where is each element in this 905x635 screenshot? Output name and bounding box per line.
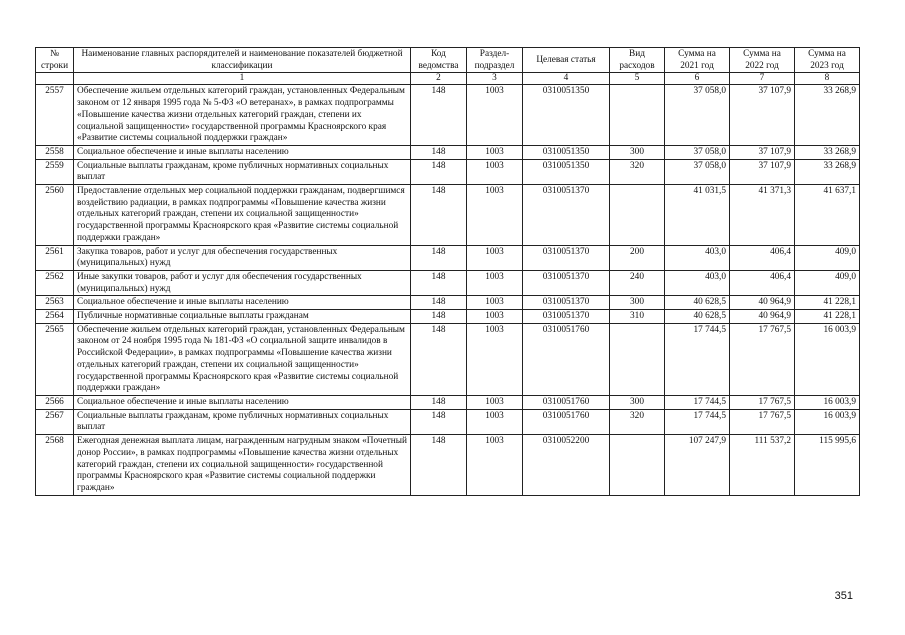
row-exp-type [610, 323, 665, 395]
column-number: 1 [74, 73, 411, 85]
row-section: 1003 [467, 409, 523, 434]
row-sum-2022: 17 767,5 [730, 395, 795, 409]
column-number: 6 [665, 73, 730, 85]
row-exp-type: 240 [610, 270, 665, 295]
table-row [36, 395, 860, 409]
row-dept-code: 148 [411, 85, 467, 146]
header-num: № строки [36, 48, 74, 73]
row-section: 1003 [467, 145, 523, 159]
column-number: 3 [467, 73, 523, 85]
row-number: 2560 [36, 185, 74, 246]
row-sum-2021: 40 628,5 [665, 296, 730, 310]
row-number: 2557 [36, 85, 74, 146]
row-dept-code: 148 [411, 245, 467, 270]
row-target: 0310051760 [523, 323, 610, 395]
row-target: 0310051350 [523, 145, 610, 159]
row-sum-2023: 409,0 [795, 245, 860, 270]
row-number: 2568 [36, 435, 74, 496]
row-section: 1003 [467, 270, 523, 295]
row-sum-2021: 17 744,5 [665, 323, 730, 395]
row-number: 2565 [36, 323, 74, 395]
row-sum-2022: 40 964,9 [730, 296, 795, 310]
table-row [36, 85, 860, 146]
row-name: Публичные нормативные социальные выплаты гражданам [74, 310, 411, 324]
row-sum-2022: 37 107,9 [730, 159, 795, 184]
header-dept-code: Код ведомства [411, 48, 467, 73]
row-exp-type: 320 [610, 409, 665, 434]
row-sum-2021: 17 744,5 [665, 409, 730, 434]
column-number: 5 [610, 73, 665, 85]
row-sum-2023: 115 995,6 [795, 435, 860, 496]
row-sum-2021: 37 058,0 [665, 159, 730, 184]
row-sum-2022: 37 107,9 [730, 145, 795, 159]
header-exp-type: Вид расходов [610, 48, 665, 73]
row-sum-2023: 33 268,9 [795, 159, 860, 184]
row-exp-type [610, 185, 665, 246]
header-name: Наименование главных распорядителей и наименование показателей бюджетной классификации [74, 48, 411, 73]
row-number: 2563 [36, 296, 74, 310]
row-sum-2023: 41 228,1 [795, 310, 860, 324]
row-exp-type: 300 [610, 145, 665, 159]
row-exp-type: 300 [610, 296, 665, 310]
page-number: 351 [834, 590, 853, 602]
row-name: Социальное обеспечение и иные выплаты населению [74, 145, 411, 159]
header-sum-2023: Сумма на 2023 год [795, 48, 860, 73]
header-target: Целевая статья [523, 48, 610, 73]
table-row [36, 310, 860, 324]
row-sum-2023: 409,0 [795, 270, 860, 295]
row-dept-code: 148 [411, 270, 467, 295]
row-sum-2021: 41 031,5 [665, 185, 730, 246]
row-sum-2021: 37 058,0 [665, 145, 730, 159]
row-dept-code: 148 [411, 145, 467, 159]
row-exp-type: 310 [610, 310, 665, 324]
column-numbers-row [36, 73, 860, 85]
row-target: 0310052200 [523, 435, 610, 496]
row-exp-type [610, 85, 665, 146]
row-section: 1003 [467, 296, 523, 310]
budget-table [35, 47, 860, 496]
row-exp-type: 320 [610, 159, 665, 184]
table-row [36, 270, 860, 295]
table-row [36, 296, 860, 310]
row-sum-2023: 33 268,9 [795, 145, 860, 159]
row-target: 0310051370 [523, 245, 610, 270]
row-sum-2021: 37 058,0 [665, 85, 730, 146]
row-section: 1003 [467, 245, 523, 270]
row-name: Социальное обеспечение и иные выплаты населению [74, 395, 411, 409]
table-row [36, 409, 860, 434]
row-section: 1003 [467, 395, 523, 409]
row-target: 0310051350 [523, 85, 610, 146]
row-sum-2022: 17 767,5 [730, 323, 795, 395]
row-number: 2566 [36, 395, 74, 409]
row-number: 2564 [36, 310, 74, 324]
row-section: 1003 [467, 159, 523, 184]
row-dept-code: 148 [411, 185, 467, 246]
row-section: 1003 [467, 310, 523, 324]
row-sum-2023: 33 268,9 [795, 85, 860, 146]
row-dept-code: 148 [411, 409, 467, 434]
row-target: 0310051370 [523, 296, 610, 310]
column-number: 8 [795, 73, 860, 85]
row-dept-code: 148 [411, 395, 467, 409]
column-number [36, 73, 74, 85]
row-section: 1003 [467, 85, 523, 146]
row-target: 0310051370 [523, 270, 610, 295]
row-target: 0310051370 [523, 310, 610, 324]
row-number: 2559 [36, 159, 74, 184]
header-sum-2021: Сумма на 2021 год [665, 48, 730, 73]
row-number: 2561 [36, 245, 74, 270]
row-sum-2021: 40 628,5 [665, 310, 730, 324]
row-sum-2023: 16 003,9 [795, 409, 860, 434]
row-name: Социальные выплаты гражданам, кроме публичных нормативных социальных выплат [74, 409, 411, 434]
row-section: 1003 [467, 323, 523, 395]
row-name: Обеспечение жильем отдельных категорий граждан, установленных Федеральным законом от 12 января 1995 года № 5-ФЗ «О ветеранах», в рамках подпрограммы «Повышение качества жизни отдельных категорий граждан, степени их социальной защищенности» государственной программы Красноярского края «Развитие системы социальной поддержки граждан» [74, 85, 411, 146]
column-number: 4 [523, 73, 610, 85]
row-sum-2023: 41 228,1 [795, 296, 860, 310]
row-number: 2562 [36, 270, 74, 295]
table-body [36, 85, 860, 495]
row-name: Предоставление отдельных мер социальной поддержки гражданам, подвергшимся воздействию радиации, в рамках подпрограммы «Повышение качества жизни отдельных категорий граждан, степени их социальной защищенности» государственной программы Красноярского края «Развитие системы социальной поддержки граждан» [74, 185, 411, 246]
row-target: 0310051760 [523, 395, 610, 409]
row-sum-2023: 41 637,1 [795, 185, 860, 246]
row-target: 0310051760 [523, 409, 610, 434]
row-sum-2021: 403,0 [665, 270, 730, 295]
row-name: Закупка товаров, работ и услуг для обеспечения государственных (муниципальных) нужд [74, 245, 411, 270]
row-sum-2022: 41 371,3 [730, 185, 795, 246]
row-sum-2021: 17 744,5 [665, 395, 730, 409]
row-sum-2021: 107 247,9 [665, 435, 730, 496]
table-row [36, 185, 860, 246]
table-row [36, 159, 860, 184]
row-exp-type: 200 [610, 245, 665, 270]
column-number: 2 [411, 73, 467, 85]
row-section: 1003 [467, 435, 523, 496]
row-number: 2558 [36, 145, 74, 159]
row-sum-2022: 40 964,9 [730, 310, 795, 324]
row-dept-code: 148 [411, 159, 467, 184]
row-dept-code: 148 [411, 310, 467, 324]
column-number: 7 [730, 73, 795, 85]
header-sum-2022: Сумма на 2022 год [730, 48, 795, 73]
row-name: Социальные выплаты гражданам, кроме публичных нормативных социальных выплат [74, 159, 411, 184]
row-target: 0310051350 [523, 159, 610, 184]
row-sum-2023: 16 003,9 [795, 323, 860, 395]
row-exp-type: 300 [610, 395, 665, 409]
table-header [36, 48, 860, 85]
row-exp-type [610, 435, 665, 496]
table-row [36, 435, 860, 496]
row-number: 2567 [36, 409, 74, 434]
row-dept-code: 148 [411, 435, 467, 496]
row-name: Социальное обеспечение и иные выплаты населению [74, 296, 411, 310]
table-row [36, 145, 860, 159]
header-section: Раздел-подраздел [467, 48, 523, 73]
row-name: Обеспечение жильем отдельных категорий граждан, установленных Федеральным законом от 24 ноября 1995 года № 181-ФЗ «О социальной защите инвалидов в Российской Федерации», в рамках подпрограммы «Повышение качества жизни отдельных категорий граждан, степени их социальной защищенности» государственной программы Красноярского края «Развитие системы социальной поддержки граждан» [74, 323, 411, 395]
row-sum-2021: 403,0 [665, 245, 730, 270]
row-name: Ежегодная денежная выплата лицам, награжденным нагрудным знаком «Почетный донор России», в рамках подпрограммы «Повышение качества жизни отдельных категорий граждан, степени их социальной защищенности» государственной программы Красноярского края «Развитие системы социальной поддержки граждан» [74, 435, 411, 496]
row-sum-2022: 406,4 [730, 245, 795, 270]
row-sum-2022: 111 537,2 [730, 435, 795, 496]
row-dept-code: 148 [411, 323, 467, 395]
row-dept-code: 148 [411, 296, 467, 310]
row-sum-2023: 16 003,9 [795, 395, 860, 409]
row-name: Иные закупки товаров, работ и услуг для обеспечения государственных (муниципальных) нужд [74, 270, 411, 295]
row-sum-2022: 37 107,9 [730, 85, 795, 146]
table-row [36, 323, 860, 395]
row-sum-2022: 17 767,5 [730, 409, 795, 434]
row-sum-2022: 406,4 [730, 270, 795, 295]
table-row [36, 245, 860, 270]
row-target: 0310051370 [523, 185, 610, 246]
header-row [36, 48, 860, 73]
row-section: 1003 [467, 185, 523, 246]
